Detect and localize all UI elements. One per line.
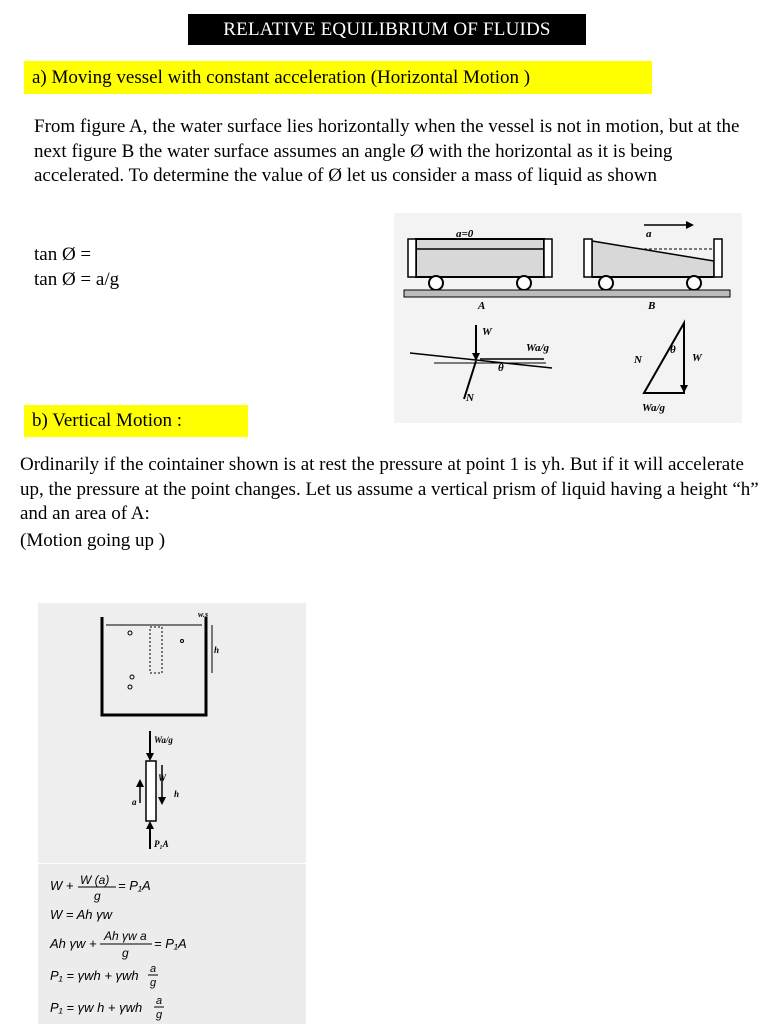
label-h-prism: h — [174, 789, 180, 799]
page-title: RELATIVE EQUILIBRIUM OF FLUIDS — [188, 14, 586, 45]
figure-vertical-prism-drawing — [38, 603, 306, 863]
bubble — [128, 685, 132, 689]
label-height: h — [214, 645, 220, 655]
vessel-b-wheel-right — [687, 276, 701, 290]
label-figure-b: B — [648, 300, 656, 312]
eq3-numerator: Ah γw a — [104, 929, 147, 943]
tan-equation-2: tan Ø = a/g — [34, 269, 120, 290]
section-b-paragraph: Ordinarily if the cointainer shown is at rest the pressure at point 1 is yh. But if it will accelerate up, the pressure at the point changes. Let us assume a vertical prism of liquid having a height “h” and an area of A: — [20, 454, 759, 524]
section-b-note: (Motion going up ) — [20, 530, 166, 551]
label-accel: a — [646, 228, 652, 240]
w-arrow-head — [158, 797, 166, 805]
label-ws: w.s — [198, 610, 209, 619]
force-triangle — [644, 323, 684, 393]
bubble — [181, 640, 184, 643]
label-fbd-theta: θ — [498, 362, 504, 374]
eq4-numerator: a — [150, 963, 157, 975]
label-accel-a: a — [132, 797, 137, 807]
accel-up-arrow-head — [136, 779, 144, 787]
eq2: W = Ah γw — [50, 907, 113, 922]
prism-outline — [150, 627, 162, 673]
eq5-denominator: g — [156, 1009, 163, 1021]
section-a-heading: a) Moving vessel with constant acceleration (Horizontal Motion ) — [24, 61, 652, 94]
label-tri-wag: Wa/g — [642, 402, 666, 414]
ground — [404, 290, 730, 297]
label-fbd-n: N — [466, 392, 474, 404]
eq1-left: W + — [50, 878, 74, 893]
eq3-left: Ah γw + — [50, 936, 97, 951]
eq1-denominator: g — [94, 889, 101, 903]
figure-equations — [38, 864, 306, 1024]
vessel-b-right-wall — [714, 239, 722, 277]
vessel-a-left-wall — [408, 239, 416, 277]
eq4-denominator: g — [150, 977, 157, 989]
eq1-right: = P₁A — [118, 878, 151, 893]
label-tri-w: W — [692, 352, 702, 364]
figure-vessels-ab-drawing — [394, 213, 742, 423]
label-tri-theta: θ — [670, 344, 676, 356]
figure-vessels-ab — [394, 213, 742, 423]
container-walls — [102, 617, 206, 715]
accel-arrow-head — [686, 221, 694, 229]
eq3-denominator: g — [122, 946, 129, 960]
label-fbd-wag: Wa/g — [526, 342, 550, 354]
bubble — [130, 675, 134, 679]
tan-equation-1: tan Ø = — [34, 244, 92, 265]
label-wag: Wa/g — [154, 735, 173, 745]
fbd-inclined-surface — [410, 353, 552, 368]
label-w: W — [158, 773, 167, 783]
vessel-a-wheel-right — [517, 276, 531, 290]
eq4-left: P₁ = γwh + γwh — [50, 968, 139, 983]
label-tri-n: N — [634, 354, 642, 366]
bubble — [128, 631, 132, 635]
eq5-left: P₁ = γw h + γwh — [50, 1000, 143, 1015]
p1a-arrow-head — [146, 821, 154, 829]
vessel-b-left-wall — [584, 239, 592, 277]
vessel-b-wheel-left — [599, 276, 613, 290]
vessel-b-water — [592, 241, 714, 277]
label-a-zero: a=0 — [456, 228, 474, 240]
eq5-numerator: a — [156, 995, 163, 1007]
eq1-numerator: W (a) — [80, 873, 110, 887]
section-b-heading: b) Vertical Motion : — [24, 405, 248, 437]
wag-arrow-head — [146, 753, 154, 761]
figure-vertical-prism — [38, 603, 306, 863]
triangle-w-arrow — [680, 385, 688, 393]
section-a-paragraph: From figure A, the water surface lies horizontally when the vessel is not in motion, but at the next figure B the water surface assumes an angle Ø with the horizontal as it is being accelerated. To determine the value of Ø let us consider a mass of liquid as shown — [34, 116, 740, 186]
equations-drawing — [38, 864, 306, 1024]
eq3-right: = P₁A — [154, 936, 187, 951]
label-fbd-w: W — [482, 326, 492, 338]
label-p1a: P₁A — [154, 839, 169, 849]
prism-element — [146, 761, 156, 821]
label-figure-a: A — [478, 300, 486, 312]
vessel-a-wheel-left — [429, 276, 443, 290]
vessel-a-body — [416, 239, 544, 277]
vessel-a-right-wall — [544, 239, 552, 277]
